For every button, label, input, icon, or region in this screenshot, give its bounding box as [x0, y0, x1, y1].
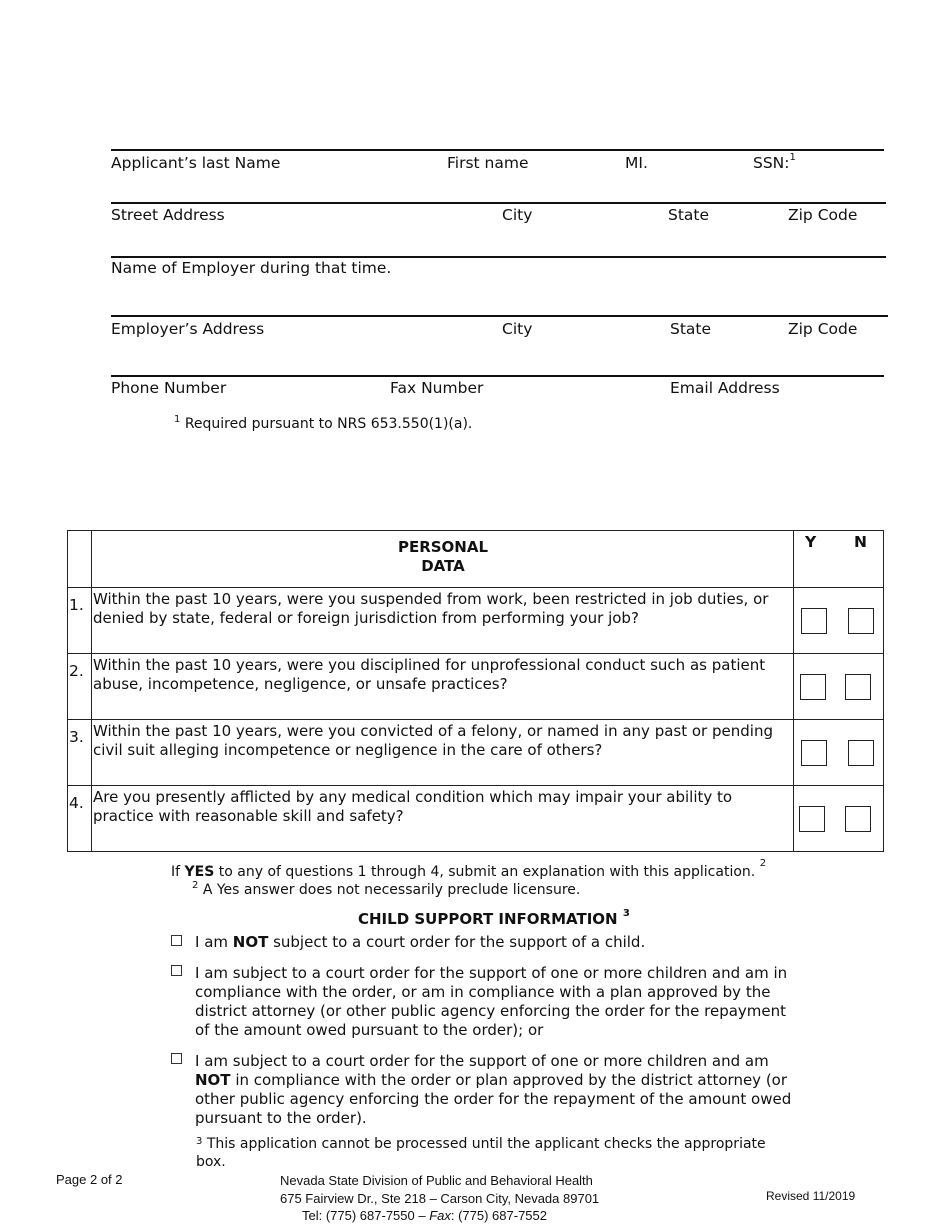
- q1-no-checkbox[interactable]: [848, 608, 874, 634]
- personal-data-table: [67, 530, 884, 852]
- child-support-option-2: I am subject to a court order for the support of one or more children and am in compliance with the order, or am in compliance with a plan approved by the district attorney (or other public agency enforcing the order for the repayment of the amount owed pursuant to the order); or: [195, 964, 788, 1039]
- label-ssn: SSN:$^1$: [753, 152, 796, 172]
- field-line-4: [111, 315, 888, 317]
- label-first-name: First name: [447, 154, 529, 172]
- label-street-address: Street Address: [111, 206, 225, 224]
- question-text: Within the past 10 years, were you convicted of a felony, or named in any past or pending civil suit alleging incompetence or negligence in the care of others?: [92, 720, 794, 785]
- revised-date: Revised 11/2019: [766, 1189, 856, 1203]
- label-employer-state: State: [670, 320, 712, 338]
- label-mi: MI.: [625, 154, 648, 172]
- label-zip: Zip Code: [788, 206, 858, 224]
- field-line-2: [111, 202, 886, 204]
- yn-header-cell: [794, 531, 883, 587]
- q4-no-checkbox[interactable]: [845, 806, 871, 832]
- label-employer-address: Employer’s Address: [111, 320, 265, 338]
- child-support-option-1-checkbox[interactable]: [171, 935, 182, 946]
- answer-cell: [794, 588, 883, 653]
- signature-line-1: [111, 149, 884, 151]
- label-email: Email Address: [670, 379, 780, 397]
- footnote-3: $^3$ This application cannot be processed until the applicant checks the appropriate box.: [196, 1136, 766, 1170]
- col-n-label: N: [854, 533, 867, 551]
- q4-yes-checkbox[interactable]: [799, 806, 825, 832]
- question-number: 4.: [68, 786, 92, 851]
- q3-no-checkbox[interactable]: [848, 740, 874, 766]
- q3-yes-checkbox[interactable]: [801, 740, 827, 766]
- child-support-option-1: I am NOT subject to a court order for the support of a child.: [195, 933, 646, 951]
- child-support-option-2-checkbox[interactable]: [171, 965, 182, 976]
- header-num-cell: [68, 531, 92, 587]
- q2-yes-checkbox[interactable]: [800, 674, 826, 700]
- question-number: 1.: [68, 588, 92, 653]
- table-header-row: [68, 531, 883, 587]
- footnote-ref-1: 1: [789, 152, 796, 163]
- field-line-3: [111, 256, 886, 258]
- footer-agency: Nevada State Division of Public and Behavioral Health: [280, 1173, 593, 1188]
- table-row: [68, 785, 883, 851]
- question-text: Within the past 10 years, were you disciplined for unprofessional conduct such as patient abuse, incompetence, negligence, or unsafe practices?: [92, 654, 794, 719]
- table-row: [68, 719, 883, 785]
- question-text: Are you presently afflicted by any medical condition which may impair your ability to practice with reasonable skill and safety?: [92, 786, 794, 851]
- child-support-option-3-checkbox[interactable]: [171, 1053, 182, 1064]
- table-row: [68, 653, 883, 719]
- label-fax: Fax Number: [390, 379, 484, 397]
- label-last-name: Applicant’s last Name: [111, 154, 281, 172]
- footer-phone-fax: Tel: (775) 687-7550 – Fax: (775) 687-7552: [302, 1208, 547, 1223]
- footnote-1: $^1$ Required pursuant to NRS 653.550(1)(a).: [174, 414, 473, 432]
- answer-cell: [794, 720, 883, 785]
- answer-cell: [794, 786, 883, 851]
- footer-address: 675 Fairview Dr., Ste 218 – Carson City, Nevada 89701: [280, 1191, 600, 1206]
- label-employer: Name of Employer during that time.: [111, 259, 392, 277]
- child-support-option-3: I am subject to a court order for the support of one or more children and am NOT in compliance with the order or plan approved by the district attorney (or other public agency enforcing the order for the repayment of the amount owed pursuant to the order).: [195, 1052, 792, 1127]
- col-y-label: Y: [805, 533, 817, 551]
- q1-yes-checkbox[interactable]: [801, 608, 827, 634]
- field-line-5: [111, 375, 884, 377]
- child-support-title: CHILD SUPPORT INFORMATION $^3$: [358, 908, 630, 928]
- table-row: [68, 587, 883, 653]
- label-employer-city: City: [502, 320, 533, 338]
- label-employer-zip: Zip Code: [788, 320, 858, 338]
- explanation-instruction: If YES to any of questions 1 through 4, submit an explanation with this application. $^2$: [171, 858, 767, 880]
- question-number: 3.: [68, 720, 92, 785]
- q2-no-checkbox[interactable]: [845, 674, 871, 700]
- page-number: Page 2 of 2: [56, 1172, 123, 1187]
- label-city: City: [502, 206, 533, 224]
- answer-cell: [794, 654, 883, 719]
- label-state: State: [668, 206, 710, 224]
- footnote-2: $^2$ A Yes answer does not necessarily preclude licensure.: [192, 880, 581, 898]
- question-number: 2.: [68, 654, 92, 719]
- label-phone: Phone Number: [111, 379, 227, 397]
- personal-data-header: PERSONAL DATA: [92, 531, 794, 587]
- question-text: Within the past 10 years, were you suspended from work, been restricted in job duties, or denied by state, federal or foreign jurisdiction from performing your job?: [92, 588, 794, 653]
